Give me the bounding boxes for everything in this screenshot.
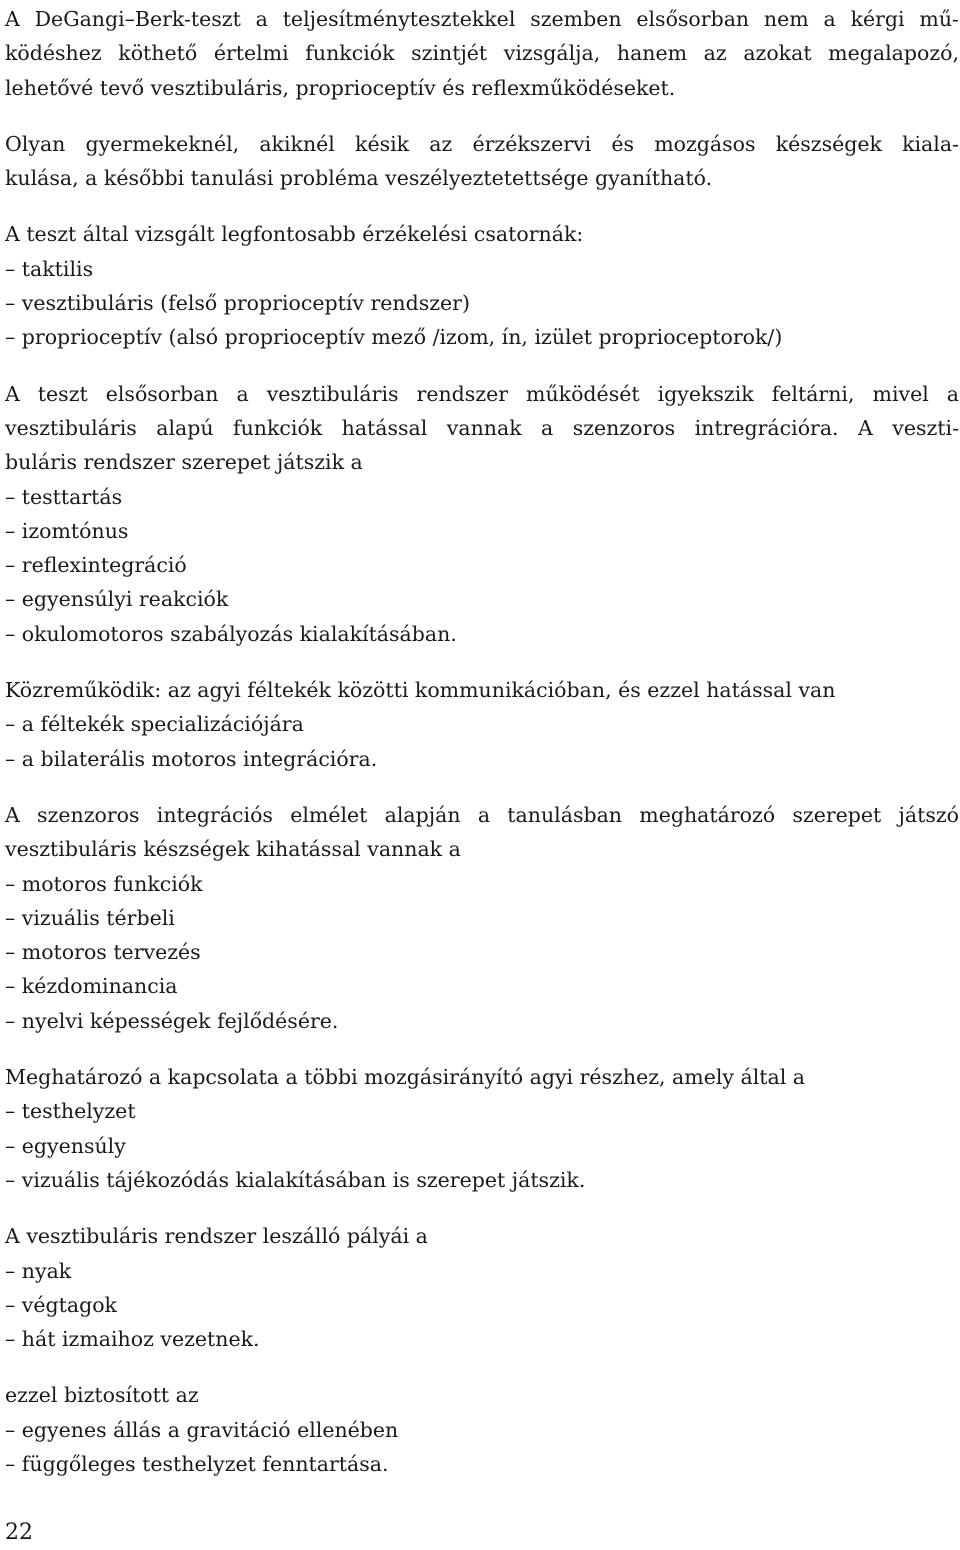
paragraph bbox=[5, 2, 959, 105]
list-item: – a féltekék specializációjára bbox=[5, 707, 959, 741]
text-line: ezzel biztosított az bbox=[5, 1383, 199, 1408]
text-line: vesztibuláris készségek kihatással vannak a bbox=[5, 837, 461, 862]
text-line: A teszt elsősorban a vesztibuláris rendszer működését igyekszik feltárni, mivel a bbox=[5, 381, 959, 406]
list-item: – vizuális tájékozódás kialakításában is szerepet játszik. bbox=[5, 1163, 959, 1197]
text-line: A vesztibuláris rendszer leszálló pályái a bbox=[5, 1224, 428, 1249]
text-line: A szenzoros integrációs elmélet alapján a tanulásban meghatározó szerepet játszó bbox=[5, 802, 959, 827]
text-line: A teszt által vizsgált legfontosabb érzékelési csatornák: bbox=[5, 222, 584, 247]
list-item: – reflexintegráció bbox=[5, 548, 959, 582]
text-line: kulása, a későbbi tanulási probléma veszélyeztetettsége gyanítható. bbox=[5, 166, 713, 191]
list-item: – vizuális térbeli bbox=[5, 901, 959, 935]
paragraph bbox=[5, 673, 959, 776]
list-item: – végtagok bbox=[5, 1288, 959, 1322]
text-line: lehetővé tevő vesztibuláris, proprioceptív és reflexműködéseket. bbox=[5, 75, 676, 100]
paragraph bbox=[5, 217, 959, 354]
list-item: – motoros tervezés bbox=[5, 935, 959, 969]
list-item: – egyensúly bbox=[5, 1129, 959, 1163]
page-body bbox=[5, 0, 959, 1503]
list-item: – nyelvi képességek fejlődésére. bbox=[5, 1004, 959, 1038]
text-line: buláris rendszer szerepet játszik a bbox=[5, 450, 363, 475]
text-line: Meghatározó a kapcsolata a többi mozgásirányító agyi részhez, amely által a bbox=[5, 1065, 806, 1090]
text-line: Közreműködik: az agyi féltekék közötti kommunikációban, és ezzel hatással van bbox=[5, 678, 836, 703]
list-item: – nyak bbox=[5, 1254, 959, 1288]
list-item: – a bilaterális motoros integrációra. bbox=[5, 742, 959, 776]
list-item: – motoros funkciók bbox=[5, 867, 959, 901]
text-line: ködéshez köthető értelmi funkciók szintjét vizsgálja, hanem az azokat megalapozó, bbox=[5, 41, 959, 66]
list-item: – hát izmaihoz vezetnek. bbox=[5, 1322, 959, 1356]
list-item: – függőleges testhelyzet fenntartása. bbox=[5, 1447, 959, 1481]
paragraph bbox=[5, 1219, 959, 1356]
paragraph bbox=[5, 377, 959, 651]
list-item: – egyenes állás a gravitáció ellenében bbox=[5, 1413, 959, 1447]
paragraph bbox=[5, 1060, 959, 1197]
list-item: – izomtónus bbox=[5, 514, 959, 548]
list-item: – egyensúlyi reakciók bbox=[5, 582, 959, 616]
list-item: – testtartás bbox=[5, 480, 959, 514]
list-item: – testhelyzet bbox=[5, 1094, 959, 1128]
list-item: – vesztibuláris (felső proprioceptív rendszer) bbox=[5, 286, 959, 320]
list-item: – kézdominancia bbox=[5, 969, 959, 1003]
list-item: – okulomotoros szabályozás kialakításában. bbox=[5, 617, 959, 651]
text-line: Olyan gyermekeknél, akiknél késik az érzékszervi és mozgásos készségek kiala- bbox=[5, 131, 959, 156]
page-number: 22 bbox=[5, 1520, 33, 1545]
list-item: – taktilis bbox=[5, 252, 959, 286]
text-line: A DeGangi–Berk-teszt a teljesítménytesztekkel szemben elsősorban nem a kérgi mű- bbox=[5, 7, 959, 31]
paragraph bbox=[5, 1378, 959, 1481]
paragraph bbox=[5, 127, 959, 196]
list-item: – proprioceptív (alsó proprioceptív mező /izom, ín, izület proprioceptorok/) bbox=[5, 320, 959, 354]
paragraph bbox=[5, 798, 959, 1038]
text-line: vesztibuláris alapú funkciók hatással vannak a szenzoros intregrációra. A veszti- bbox=[5, 415, 959, 440]
